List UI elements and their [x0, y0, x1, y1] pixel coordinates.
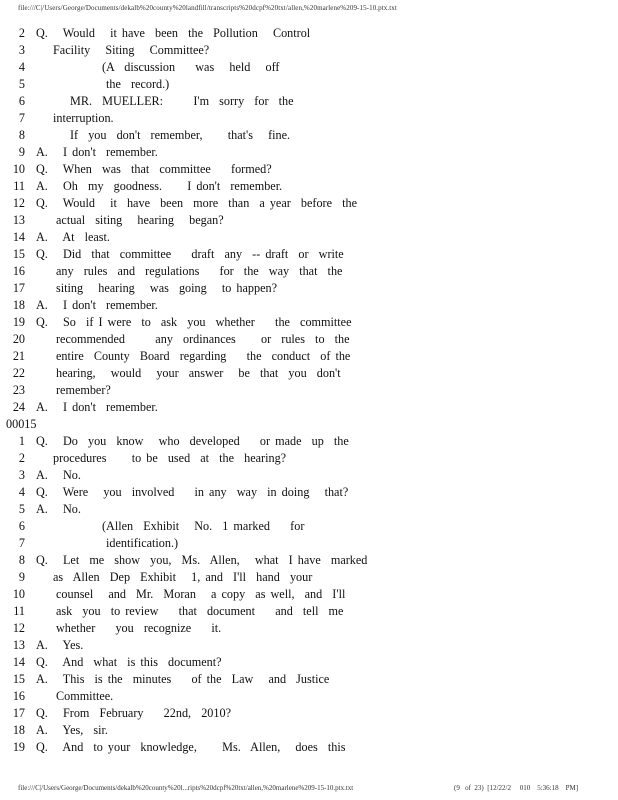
- line-text: any rules and regulations for the way that the: [56, 264, 343, 278]
- line-text: Q. Let me show you, Ms. Allen, what I have marked: [36, 553, 368, 567]
- transcript-line: [0, 586, 618, 603]
- line-number: 23: [12, 383, 25, 397]
- transcript-line: [0, 705, 618, 722]
- line-number: 22: [12, 366, 25, 380]
- transcript-line: [0, 59, 618, 76]
- transcript-line: [0, 280, 618, 297]
- line-number: 7: [18, 111, 25, 125]
- line-number: 18: [12, 723, 25, 737]
- line-text: Facility Siting Committee?: [53, 43, 210, 57]
- line-number: 16: [12, 689, 25, 703]
- line-text: (A discussion was held off: [102, 60, 280, 74]
- transcript-line: [0, 195, 618, 212]
- line-number: 11: [13, 604, 25, 618]
- line-number: 24: [12, 400, 25, 414]
- line-number: 6: [18, 94, 25, 108]
- line-number: 11: [13, 179, 25, 193]
- line-number: 20: [12, 332, 25, 346]
- page-info: (9 of 23) [12/22/2 010 5:36:18 PM]: [454, 784, 579, 792]
- line-number: 8: [18, 553, 25, 567]
- line-number: 6: [18, 519, 25, 533]
- line-text: counsel and Mr. Moran a copy as well, and I'll: [56, 587, 346, 601]
- transcript-line: [0, 484, 618, 501]
- transcript-line: [0, 433, 618, 450]
- line-number: 12: [12, 621, 25, 635]
- transcript-line: [0, 76, 618, 93]
- transcript-line: [0, 365, 618, 382]
- line-number: 2: [18, 26, 25, 40]
- transcript-line: [0, 671, 618, 688]
- transcript-line: [0, 314, 618, 331]
- transcript-line: [0, 246, 618, 263]
- line-number: 4: [18, 485, 25, 499]
- line-number: 13: [12, 213, 25, 227]
- line-text: Committee.: [56, 689, 114, 703]
- line-text: A. No.: [36, 468, 81, 482]
- transcript-line: [0, 25, 618, 42]
- line-text: MR. MUELLER: I'm sorry for the: [70, 94, 294, 108]
- line-text: as Allen Dep Exhibit 1, and I'll hand your: [53, 570, 313, 584]
- line-text: A. No.: [36, 502, 81, 516]
- line-text: (Allen Exhibit No. 1 marked for: [102, 519, 305, 533]
- transcript-line: [0, 722, 618, 739]
- line-number: 12: [12, 196, 25, 210]
- transcript-line: [0, 263, 618, 280]
- transcript-line: [0, 229, 618, 246]
- transcript-line: [0, 127, 618, 144]
- line-number: 15: [12, 247, 25, 261]
- transcript-line: [0, 178, 618, 195]
- line-text: ask you to review that document and tell me: [56, 604, 344, 618]
- file-path-footer: file:///C|/Users/George/Documents/dekalb%20county%20l...ripts%20dcpf%20txt/allen,%20marlene%209-15-10.ptx.txt: [18, 784, 354, 792]
- transcript-line: [0, 501, 618, 518]
- transcript-line: [0, 42, 618, 59]
- transcript-line: [0, 654, 618, 671]
- transcript-line: [0, 518, 618, 535]
- line-number: 7: [18, 536, 25, 550]
- line-text: A. Oh my goodness. I don't remember.: [36, 179, 283, 193]
- line-text: identification.): [106, 536, 179, 550]
- transcript-line: [0, 569, 618, 586]
- line-text: If you don't remember, that's fine.: [70, 128, 291, 142]
- line-text: interruption.: [53, 111, 114, 125]
- transcript-line: [0, 467, 618, 484]
- transcript-line: [0, 331, 618, 348]
- line-text: Q. When was that committee formed?: [36, 162, 272, 176]
- line-text: Q. Were you involved in any way in doing that?: [36, 485, 349, 499]
- transcript-line: [0, 348, 618, 365]
- transcript-line: [0, 450, 618, 467]
- line-text: entire County Board regarding the conduct of the: [56, 349, 351, 363]
- line-number: 8: [18, 128, 25, 142]
- line-text: siting hearing was going to happen?: [56, 281, 277, 295]
- line-text: the record.): [106, 77, 170, 91]
- transcript-line: [0, 297, 618, 314]
- file-path-header: file:///C|/Users/George/Documents/dekalb%20county%20landfill/transcripts%20dcpf%20txt/allen,%20marlene%209-15-10.ptx.txt: [18, 4, 397, 12]
- line-number: 1: [18, 434, 25, 448]
- line-number: 14: [12, 655, 25, 669]
- line-text: Q. So if I were to ask you whether the committee: [36, 315, 352, 329]
- transcript-line: [0, 603, 618, 620]
- transcript-line: [0, 161, 618, 178]
- line-number: 2: [18, 451, 25, 465]
- line-text: hearing, would your answer be that you don't: [56, 366, 341, 380]
- transcript-body: [0, 25, 618, 756]
- transcript-line: [0, 144, 618, 161]
- line-text: Q. From February 22nd, 2010?: [36, 706, 231, 720]
- line-number: 14: [12, 230, 25, 244]
- line-text: procedures to be used at the hearing?: [53, 451, 287, 465]
- line-number: 9: [18, 570, 25, 584]
- line-text: A. Yes.: [36, 638, 84, 652]
- line-number: 9: [18, 145, 25, 159]
- line-text: recommended any ordinances or rules to the: [56, 332, 350, 346]
- line-number: 17: [12, 706, 25, 720]
- transcript-line: [0, 535, 618, 552]
- line-text: A. I don't remember.: [36, 298, 158, 312]
- transcript-line: [0, 688, 618, 705]
- line-number: 13: [12, 638, 25, 652]
- line-number: 16: [12, 264, 25, 278]
- line-text: A. I don't remember.: [36, 400, 158, 414]
- line-text: remember?: [56, 383, 111, 397]
- transcript-line: [0, 620, 618, 637]
- line-number: 17: [12, 281, 25, 295]
- transcript-line: [0, 382, 618, 399]
- line-number: 5: [18, 77, 25, 91]
- line-text: Q. And what is this document?: [36, 655, 222, 669]
- line-text: A. I don't remember.: [36, 145, 158, 159]
- line-text: whether you recognize it.: [56, 621, 222, 635]
- transcript-line: [0, 552, 618, 569]
- line-number: 4: [18, 60, 25, 74]
- transcript-line: [0, 110, 618, 127]
- line-number: 10: [12, 162, 25, 176]
- transcript-line: [0, 637, 618, 654]
- transcript-line: [0, 739, 618, 756]
- line-text: 00015: [6, 417, 37, 431]
- line-text: Q. Would it have been the Pollution Control: [36, 26, 311, 40]
- line-text: Q. Would it have been more than a year before the: [36, 196, 358, 210]
- transcript-line: [0, 399, 618, 416]
- line-number: 10: [12, 587, 25, 601]
- line-number: 21: [12, 349, 25, 363]
- line-text: actual siting hearing began?: [56, 213, 224, 227]
- line-text: Q. And to your knowledge, Ms. Allen, does this: [36, 740, 346, 754]
- page-number-marker: [0, 416, 618, 433]
- line-text: A. This is the minutes of the Law and Justice: [36, 672, 330, 686]
- line-text: Q. Do you know who developed or made up the: [36, 434, 349, 448]
- line-number: 19: [12, 315, 25, 329]
- transcript-line: [0, 212, 618, 229]
- line-number: 15: [12, 672, 25, 686]
- line-text: Q. Did that committee draft any -- draft or write: [36, 247, 344, 261]
- line-number: 3: [18, 43, 25, 57]
- line-number: 18: [12, 298, 25, 312]
- transcript-line: [0, 93, 618, 110]
- line-number: 19: [12, 740, 25, 754]
- line-number: 5: [18, 502, 25, 516]
- line-text: A. Yes, sir.: [36, 723, 108, 737]
- line-number: 3: [18, 468, 25, 482]
- line-text: A. At least.: [36, 230, 110, 244]
